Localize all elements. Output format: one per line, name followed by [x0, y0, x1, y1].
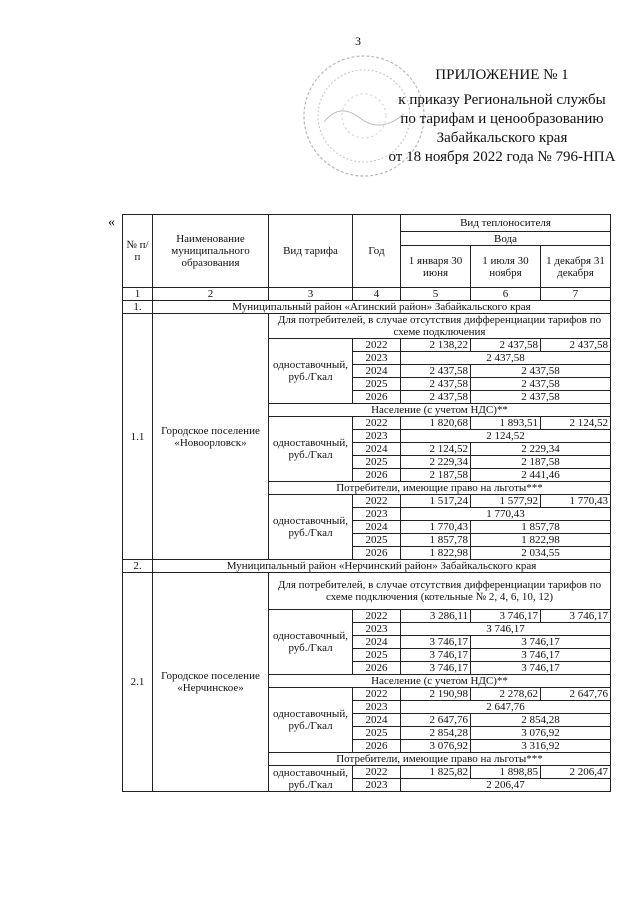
header-tariff-kind: Вид тарифа: [269, 215, 353, 288]
value-cell: 3 746,17: [471, 610, 541, 623]
year-cell: 2022: [353, 766, 401, 779]
value-cell: 2 229,34: [401, 456, 471, 469]
value-cell: 2 854,28: [471, 714, 611, 727]
value-cell: 3 746,17: [401, 623, 611, 636]
section-row: [123, 560, 611, 573]
section-number: 2.: [123, 560, 153, 573]
header-name: Наименование муниципального образования: [153, 215, 269, 288]
year-cell: 2022: [353, 688, 401, 701]
header-water: Вода: [401, 232, 611, 246]
year-cell: 2026: [353, 469, 401, 482]
tariff-table: [122, 214, 611, 792]
value-cell: 2 437,58: [401, 352, 611, 365]
year-cell: 2024: [353, 365, 401, 378]
value-cell: 2 229,34: [471, 443, 611, 456]
value-cell: 1 893,51: [471, 417, 541, 430]
year-cell: 2023: [353, 508, 401, 521]
value-cell: 2 437,58: [471, 365, 611, 378]
column-number: 6: [471, 288, 541, 301]
value-cell: 2 437,58: [401, 378, 471, 391]
value-cell: 2 647,76: [401, 714, 471, 727]
value-cell: 3 076,92: [401, 740, 471, 753]
header-year: Год: [353, 215, 401, 288]
group-title: Население (с учетом НДС)**: [269, 675, 611, 688]
value-cell: 2 187,58: [471, 456, 611, 469]
header-carrier: Вид теплоносителя: [401, 215, 611, 232]
value-cell: 2 190,98: [401, 688, 471, 701]
value-cell: 2 206,47: [401, 779, 611, 792]
year-cell: 2024: [353, 636, 401, 649]
value-cell: 1 857,78: [471, 521, 611, 534]
value-cell: 2 437,58: [401, 365, 471, 378]
year-cell: 2025: [353, 534, 401, 547]
column-number: 1: [123, 288, 153, 301]
municipality-name: Городское поселение «Новоорловск»: [153, 314, 269, 560]
value-cell: 3 746,17: [401, 662, 471, 675]
value-cell: 3 746,17: [471, 662, 611, 675]
header-period-3: 1 декабря 31 декабря: [541, 246, 611, 288]
tariff-kind: одноставочный, руб./Гкал: [269, 610, 353, 675]
year-cell: 2026: [353, 740, 401, 753]
value-cell: 3 746,17: [401, 636, 471, 649]
value-cell: 1 825,82: [401, 766, 471, 779]
value-cell: 1 898,85: [471, 766, 541, 779]
column-number: 4: [353, 288, 401, 301]
value-cell: 2 437,58: [471, 339, 541, 352]
appendix-header: [382, 66, 622, 167]
year-cell: 2023: [353, 430, 401, 443]
value-cell: 1 770,43: [401, 521, 471, 534]
tariff-kind: одноставочный, руб./Гкал: [269, 688, 353, 753]
column-number: 2: [153, 288, 269, 301]
value-cell: 3 746,17: [471, 636, 611, 649]
value-cell: 2 437,58: [541, 339, 611, 352]
value-cell: 3 746,17: [471, 649, 611, 662]
group-title: Потребители, имеющие право на льготы***: [269, 482, 611, 495]
appendix-title: ПРИЛОЖЕНИЕ № 1: [435, 67, 569, 83]
year-cell: 2023: [353, 701, 401, 714]
value-cell: 2 647,76: [541, 688, 611, 701]
section-number: 1.: [123, 301, 153, 314]
group-title-row: [123, 573, 611, 610]
opening-quote: «: [108, 215, 115, 230]
column-number: 3: [269, 288, 353, 301]
value-cell: 2 437,58: [471, 391, 611, 404]
value-cell: 2 441,46: [471, 469, 611, 482]
year-cell: 2025: [353, 649, 401, 662]
value-cell: 1 517,24: [401, 495, 471, 508]
year-cell: 2025: [353, 727, 401, 740]
value-cell: 1 857,78: [401, 534, 471, 547]
appendix-line: от 18 ноября 2022 года № 796-НПА: [388, 149, 616, 165]
value-cell: 3 746,17: [541, 610, 611, 623]
value-cell: 2 138,22: [401, 339, 471, 352]
item-number: 1.1: [123, 314, 153, 560]
year-cell: 2023: [353, 779, 401, 792]
value-cell: 2 854,28: [401, 727, 471, 740]
value-cell: 1 770,43: [401, 508, 611, 521]
column-number: 7: [541, 288, 611, 301]
value-cell: 2 124,52: [401, 430, 611, 443]
value-cell: 2 206,47: [541, 766, 611, 779]
value-cell: 2 437,58: [471, 378, 611, 391]
header-period-1: 1 января 30 июня: [401, 246, 471, 288]
section-title: Муниципальный район «Агинский район» Забайкальского края: [153, 301, 611, 314]
value-cell: 1 577,92: [471, 495, 541, 508]
appendix-line: Забайкальского края: [436, 130, 568, 146]
year-cell: 2026: [353, 662, 401, 675]
tariff-kind: одноставочный, руб./Гкал: [269, 766, 353, 792]
value-cell: 2 124,52: [541, 417, 611, 430]
group-title: Для потребителей, в случае отсутствия дифференциации тарифов по схеме подключения (котельные № 2, 4, 6, 10, 12): [269, 573, 611, 610]
year-cell: 2025: [353, 456, 401, 469]
year-cell: 2025: [353, 378, 401, 391]
value-cell: 3 316,92: [471, 740, 611, 753]
appendix-line: по тарифам и ценообразованию: [400, 111, 604, 127]
year-cell: 2022: [353, 417, 401, 430]
value-cell: 2 647,76: [401, 701, 611, 714]
tariff-kind: одноставочный, руб./Гкал: [269, 339, 353, 404]
value-cell: 2 437,58: [401, 391, 471, 404]
year-cell: 2022: [353, 610, 401, 623]
value-cell: 1 822,98: [401, 547, 471, 560]
value-cell: 2 034,55: [471, 547, 611, 560]
header-period-2: 1 июля 30 ноября: [471, 246, 541, 288]
value-cell: 3 076,92: [471, 727, 611, 740]
column-number: 5: [401, 288, 471, 301]
value-cell: 1 822,98: [471, 534, 611, 547]
year-cell: 2024: [353, 714, 401, 727]
value-cell: 2 124,52: [401, 443, 471, 456]
year-cell: 2024: [353, 443, 401, 456]
year-cell: 2023: [353, 352, 401, 365]
municipality-name: Городское поселение «Нерчинское»: [153, 573, 269, 792]
item-number: 2.1: [123, 573, 153, 792]
year-cell: 2024: [353, 521, 401, 534]
tariff-kind: одноставочный, руб./Гкал: [269, 495, 353, 560]
group-title: Потребители, имеющие право на льготы***: [269, 753, 611, 766]
appendix-line: к приказу Региональной службы: [398, 92, 606, 108]
value-cell: 3 286,11: [401, 610, 471, 623]
value-cell: 1 770,43: [541, 495, 611, 508]
year-cell: 2022: [353, 495, 401, 508]
group-title: Для потребителей, в случае отсутствия дифференциации тарифов по схеме подключения: [269, 314, 611, 339]
value-cell: 1 820,68: [401, 417, 471, 430]
tariff-kind: одноставочный, руб./Гкал: [269, 417, 353, 482]
year-cell: 2026: [353, 547, 401, 560]
year-cell: 2023: [353, 623, 401, 636]
section-title: Муниципальный район «Нерчинский район» Забайкальского края: [153, 560, 611, 573]
year-cell: 2022: [353, 339, 401, 352]
header-num: № п/п: [123, 215, 153, 288]
section-row: [123, 301, 611, 314]
group-title-row: [123, 314, 611, 339]
value-cell: 3 746,17: [401, 649, 471, 662]
group-title: Население (с учетом НДС)**: [269, 404, 611, 417]
value-cell: 2 278,62: [471, 688, 541, 701]
value-cell: 2 187,58: [401, 469, 471, 482]
page-number: 3: [355, 34, 361, 48]
year-cell: 2026: [353, 391, 401, 404]
